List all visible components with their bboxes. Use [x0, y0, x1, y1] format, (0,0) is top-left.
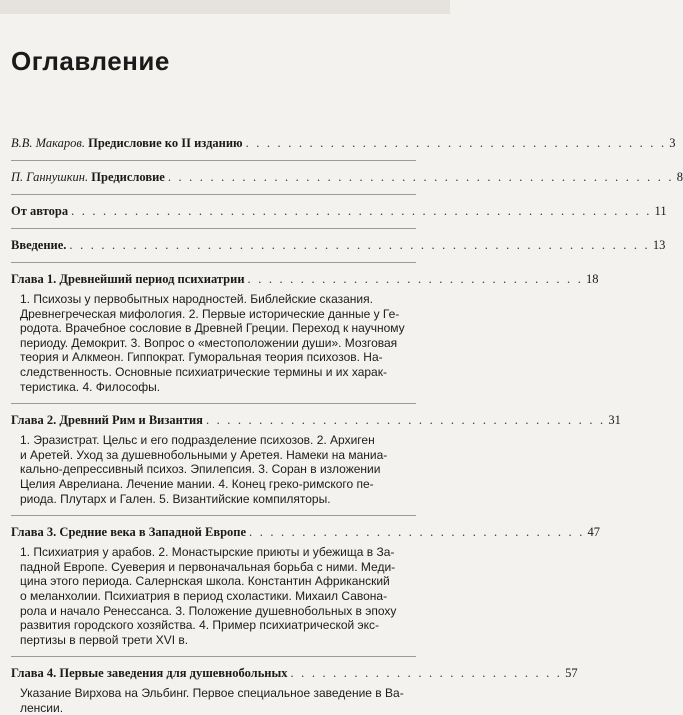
entry-label: Предисловие: [91, 170, 165, 184]
toc-entry-introduction[interactable]: [11, 238, 666, 253]
toc-entry-from-author[interactable]: [11, 204, 667, 219]
summary-line: ленсии.: [20, 700, 64, 715]
summary-line: следственность. Основные психиатрические термины и их харак-: [20, 364, 387, 379]
summary-line: развития городского хозяйства. 4. Пример психиатрической экс-: [20, 618, 380, 633]
summary-line: пертизы в первой трети XVI в.: [20, 632, 189, 647]
summary-line: теристика. 4. Философы.: [20, 379, 161, 394]
summary-line: Указание Вирхова на Эльбинг. Первое специальное заведение в Ва-: [20, 686, 404, 701]
entry-author: В.В. Макаров.: [11, 136, 85, 150]
entry-label: Глава 2. Древний Рим и Византия: [11, 413, 203, 428]
divider: [11, 228, 416, 229]
summary-line: цина этого периода. Салернская школа. Константин Африканский: [20, 574, 390, 589]
summary-line: о меланхолии. Психиатрия в период схоластики. Михаил Савона-: [20, 588, 388, 603]
entry-page-number: 3: [669, 136, 676, 150]
chapter-summary: [20, 686, 416, 715]
dot-leader: . . . . . . . . . . . . . . . . . . . . . . . . . . . . . . . . . . . . . .: [205, 413, 606, 428]
entry-page-number: 18: [586, 272, 599, 286]
entry-page-number: 11: [654, 204, 667, 218]
toc-entry-chapter-4[interactable]: [11, 666, 578, 681]
dot-leader: . . . . . . . . . . . . . . . . . . . . . . . . . . . . . . . . . . . . . . . .: [245, 136, 667, 150]
entry-label: Введение.: [11, 238, 67, 252]
entry-label: Глава 4. Первые заведения для душевнобольных: [11, 666, 288, 681]
entry-page-number: 47: [587, 525, 601, 540]
summary-line: теория и Алкмеон. Гиппократ. Гуморальная теория психозов. На-: [20, 350, 383, 365]
chapter-summary: [20, 433, 416, 506]
dot-leader: . . . . . . . . . . . . . . . . . . . . . . . . . .: [290, 666, 563, 681]
toc-entry-chapter-1[interactable]: [11, 272, 599, 287]
toc-entry-chapter-3[interactable]: [11, 525, 601, 540]
summary-line: риода. Плутарх и Гален. 5. Византийские компиляторы.: [20, 491, 331, 506]
summary-line: падной Европе. Суеверия и первоначальная борьба с ними. Меди-: [20, 559, 396, 574]
toc-entry-preface[interactable]: [11, 170, 683, 185]
table-of-contents: [11, 136, 683, 715]
chapter-summary: [20, 292, 416, 394]
summary-line: кально-депрессивный психоз. Эпилепсия. 3. Соран в изложении: [20, 462, 381, 477]
summary-line: 1. Психозы у первобытных народностей. Библейские сказания.: [20, 292, 373, 306]
divider: [11, 515, 416, 516]
summary-line: 1. Эразистрат. Цельс и его подразделение психозов. 2. Архиген: [20, 433, 375, 448]
summary-line: родота. Врачебное сословие в Древней Греции. Переход к научному: [20, 321, 405, 336]
entry-author: П. Ганнушкин.: [11, 170, 89, 184]
divider: [11, 656, 416, 657]
dot-leader: . . . . . . . . . . . . . . . . . . . . . . . . . . . . . . . . . . . . . . . . . . . . . . . . . . . . . . .: [71, 204, 652, 218]
dot-leader: . . . . . . . . . . . . . . . . . . . . . . . . . . . . . . . .: [249, 525, 585, 540]
summary-line: 1. Психиатрия у арабов. 2. Монастырские приюты и убежища в За-: [20, 545, 395, 560]
summary-line: Древнегреческая мифология. 2. Первые исторические данные у Ге-: [20, 306, 400, 321]
divider: [11, 194, 416, 195]
entry-page-number: 57: [565, 666, 578, 681]
summary-line: рола и начало Ренессанса. 3. Положение душевнобольных в эпоху: [20, 603, 397, 618]
entry-page-number: 13: [652, 238, 666, 252]
running-head: [0, 0, 450, 14]
toc-entry-chapter-2[interactable]: [11, 413, 621, 428]
entry-page-number: 8: [676, 170, 683, 184]
entry-label: Предисловие ко II изданию: [88, 136, 243, 150]
entry-page-number: 31: [608, 413, 621, 428]
dot-leader: . . . . . . . . . . . . . . . . . . . . . . . . . . . . . . . .: [247, 272, 584, 286]
summary-line: Целия Аврелиана. Лечение мании. 4. Конец греко-римского пе-: [20, 476, 374, 491]
entry-label: Глава 1. Древнейший период психиатрии: [11, 272, 245, 286]
summary-line: и Аретей. Уход за душевнобольными у Аретея. Намеки на маниа-: [20, 447, 388, 462]
divider: [11, 160, 416, 161]
toc-entry-preface-2nd[interactable]: [11, 136, 676, 151]
divider: [11, 262, 416, 263]
dot-leader: . . . . . . . . . . . . . . . . . . . . . . . . . . . . . . . . . . . . . . . . . . . . . . . . . . . . . . .: [69, 238, 650, 252]
divider: [11, 403, 416, 404]
summary-line: периоду. Демокрит. 3. Вопрос о «местоположении души». Мозговая: [20, 335, 398, 350]
entry-label: Глава 3. Средние века в Западной Европе: [11, 525, 247, 540]
chapter-summary: [20, 545, 416, 647]
entry-label: От автора: [11, 204, 69, 218]
page-title: Оглавление: [11, 46, 170, 76]
dot-leader: . . . . . . . . . . . . . . . . . . . . . . . . . . . . . . . . . . . . . . . . . . . . . . . .: [167, 170, 674, 184]
